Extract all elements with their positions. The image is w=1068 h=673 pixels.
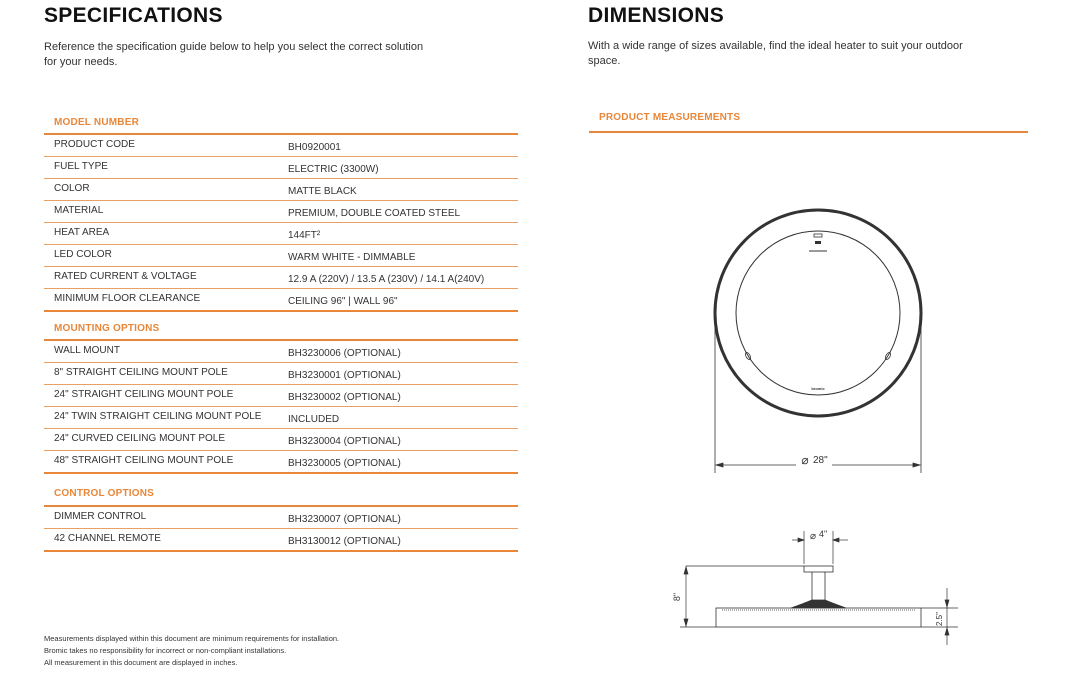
spec-key: 48" STRAIGHT CEILING MOUNT POLE <box>54 455 234 466</box>
footnote-line: Measurements displayed within this document are minimum requirements for installation. <box>44 634 340 643</box>
spec-value: WARM WHITE - DIMMABLE <box>288 252 416 263</box>
thickness-label: 2.5" <box>935 612 944 626</box>
spec-key: WALL MOUNT <box>54 345 120 356</box>
spec-key: 8" STRAIGHT CEILING MOUNT POLE <box>54 367 228 378</box>
mount-bracket <box>791 600 846 608</box>
spec-key: FUEL TYPE <box>54 161 108 172</box>
pole-label: 4" <box>819 529 828 539</box>
spec-key: MINIMUM FLOOR CLEARANCE <box>54 293 201 304</box>
spec-value: PREMIUM, DOUBLE COATED STEEL <box>288 208 461 219</box>
spec-value: BH3130012 (OPTIONAL) <box>288 536 401 547</box>
spec-value: 144FT² <box>288 230 321 241</box>
side-view-drawing <box>686 566 921 627</box>
spec-key: 24" STRAIGHT CEILING MOUNT POLE <box>54 389 234 400</box>
spec-key: 24" TWIN STRAIGHT CEILING MOUNT POLE <box>54 411 262 422</box>
control-options-heading: CONTROL OPTIONS <box>54 488 155 499</box>
heater-body <box>716 608 921 627</box>
diameter-label: 28" <box>813 455 828 466</box>
top-label <box>815 241 821 244</box>
top-marker <box>814 234 822 237</box>
spec-value: BH3230007 (OPTIONAL) <box>288 514 401 525</box>
brand-mark: bromic <box>811 386 825 391</box>
inner-ring <box>736 231 900 395</box>
spec-value: 12.9 A (220V) / 13.5 A (230V) / 14.1 A(240V) <box>288 274 485 285</box>
spec-key: DIMMER CONTROL <box>54 511 147 522</box>
height-dimension <box>680 566 716 627</box>
spec-value: BH3230002 (OPTIONAL) <box>288 392 401 403</box>
ceiling-plate <box>804 566 833 572</box>
spec-key: MATERIAL <box>54 205 104 216</box>
product-measurements-heading: PRODUCT MEASUREMENTS <box>599 112 741 123</box>
spec-value: BH3230001 (OPTIONAL) <box>288 370 401 381</box>
spec-key: COLOR <box>54 183 90 194</box>
specifications-title: SPECIFICATIONS <box>44 4 223 27</box>
specifications-intro: Reference the specification guide below to help you select the correct solution for your needs. <box>44 41 424 68</box>
spec-key: RATED CURRENT & VOLTAGE <box>54 271 197 282</box>
spec-value: BH3230005 (OPTIONAL) <box>288 458 401 469</box>
spec-value: INCLUDED <box>288 414 340 425</box>
mounting-options-heading: MOUNTING OPTIONS <box>54 323 160 334</box>
footnote-line: All measurement in this document are displayed in inches. <box>44 658 238 667</box>
spec-value: BH3230006 (OPTIONAL) <box>288 348 401 359</box>
spec-value: CEILING 96" | WALL 96" <box>288 296 398 307</box>
spec-key: 42 CHANNEL REMOTE <box>54 533 161 544</box>
spec-key: LED COLOR <box>54 249 112 260</box>
spec-value: BH3230004 (OPTIONAL) <box>288 436 401 447</box>
diameter-symbol: ⌀ <box>801 453 809 467</box>
spec-key: PRODUCT CODE <box>54 139 135 150</box>
footnote-line: Bromic takes no responsibility for incorrect or non-compliant installations. <box>44 646 287 655</box>
spec-value: BH0920001 <box>288 142 341 153</box>
dimensions-title: DIMENSIONS <box>588 4 725 27</box>
spec-value: ELECTRIC (3300W) <box>288 164 379 175</box>
height-label: 8" <box>672 592 682 602</box>
pole-symbol: ⌀ <box>809 531 817 542</box>
spec-key: HEAT AREA <box>54 227 110 238</box>
spec-value: MATTE BLACK <box>288 186 357 197</box>
model-number-heading: MODEL NUMBER <box>54 117 139 128</box>
spec-key: 24" CURVED CEILING MOUNT POLE <box>54 433 226 444</box>
dimensions-intro: With a wide range of sizes available, find the ideal heater to suit your outdoor space. <box>588 40 963 67</box>
